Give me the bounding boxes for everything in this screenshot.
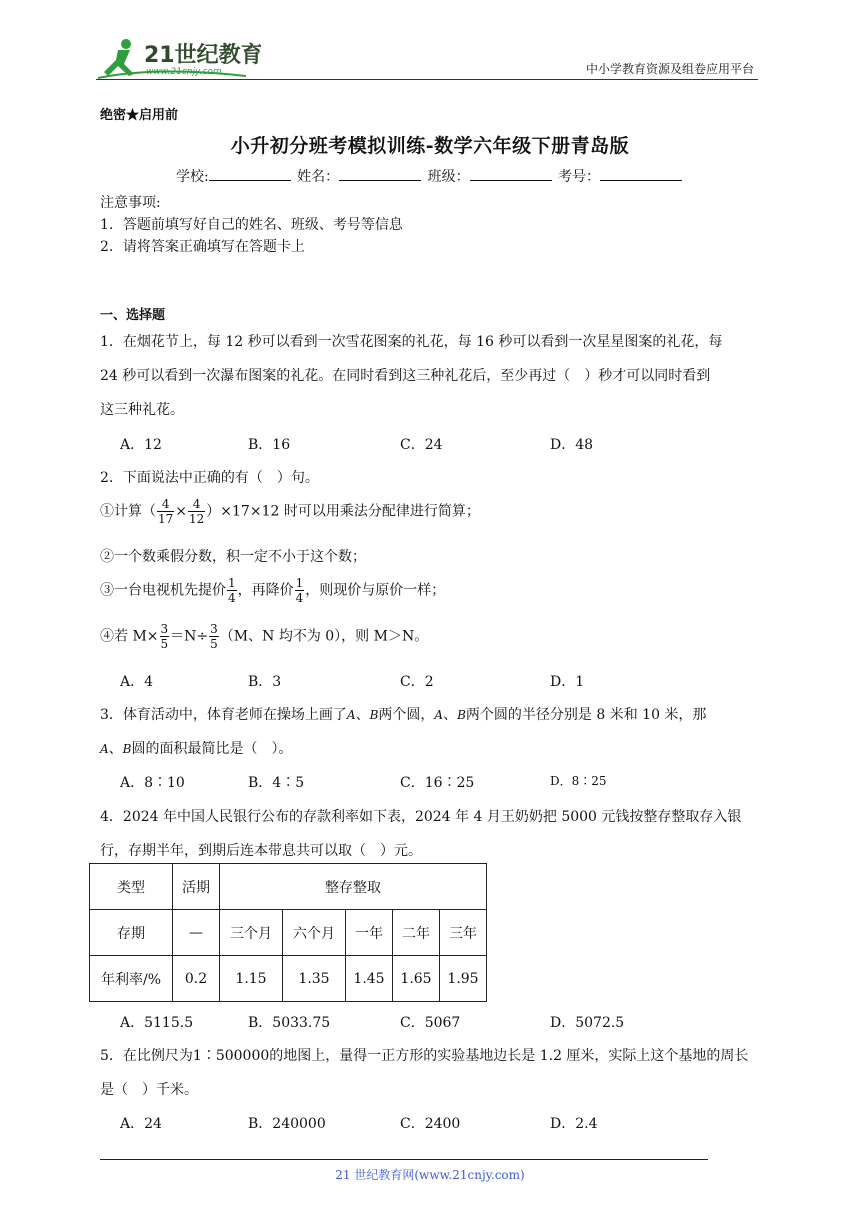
text: 圆的面积最简比是（ ）。 [131,741,293,757]
q1-line: 24 秒可以看到一次瀑布图案的礼花。在同时看到这三种礼花后，至少再过（ ）秒才可以同时看到 [100,368,711,384]
q3-option-c[interactable]: C．16∶25 [400,775,475,791]
exam-no-label: 考号： [558,169,601,185]
q5-option-a[interactable]: A．24 [120,1116,162,1132]
q1-option-b[interactable]: B．16 [248,437,291,453]
text: ＝N÷ [170,628,209,645]
q1-option-a[interactable]: A．12 [120,437,162,453]
q1-line: 1．在烟花节上，每 12 秒可以看到一次雪花图案的礼花，每 16 秒可以看到一次星星图案的礼花，每 [100,334,723,350]
notice-item: 2．请将答案正确填写在答题卡上 [100,239,305,255]
text: ）×17×12 时可以用乘法分配律进行简算； [206,503,480,520]
table-cell: 活期 [173,864,220,910]
secret-label: 绝密★启用前 [100,108,179,123]
school-label: 学校: [175,169,209,185]
table-cell: 年利率/% [90,956,173,1002]
q5-line: 是（ ）千米。 [100,1082,198,1098]
q2-option-a[interactable]: A．4 [120,674,154,690]
table-cell: 1.65 [393,956,440,1002]
table-row [90,956,487,1002]
q4-line: 4．2024 年中国人民银行公布的存款利率如下表，2024 年 4 月王奶奶把 5000 元钱按整存整取存入银 [100,809,742,825]
q3-option-b[interactable]: B．4∶5 [248,775,305,791]
var-a: A [434,708,444,722]
table-cell: 1.15 [220,956,283,1002]
section-title: 一、选择题 [100,308,166,323]
denominator: 17 [158,512,174,526]
text: 3．体育活动中，体育老师在操场上画了 [100,707,347,723]
q3-option-d[interactable]: D．8∶25 [550,774,607,788]
text: 、 [108,741,123,757]
q2-statement-1 [100,497,480,526]
q1-option-d[interactable]: D．48 [550,437,594,453]
notice-heading: 注意事项: [100,195,161,211]
notice-item: 1．答题前填写好自己的姓名、班级、考号等信息 [100,217,403,233]
table-cell: 二年 [393,910,440,956]
denominator: 4 [295,591,304,605]
student-info-line [0,166,860,186]
var-b: B [369,708,379,722]
text: 、 [443,707,458,723]
name-blank[interactable] [339,167,421,181]
site-logo [96,36,261,82]
interest-rate-table [89,863,487,1002]
numerator: 3 [160,622,169,636]
denominator: 12 [189,512,205,526]
footer-divider [100,1159,708,1160]
denominator: 5 [160,637,169,651]
q1-option-c[interactable]: C．24 [400,437,443,453]
table-cell: 1.35 [283,956,346,1002]
numerator: 3 [210,622,218,636]
table-cell: — [173,910,220,956]
q3-line [100,704,706,724]
table-cell: 六个月 [283,910,346,956]
q2-statement-4 [100,622,428,651]
q4-option-d[interactable]: D．5072.5 [550,1015,625,1031]
text: ，再降价 [237,582,294,599]
fraction [188,497,205,526]
class-blank[interactable] [470,167,552,181]
footer-link[interactable]: 21 世纪教育网(www.21cnjy.com) [335,1168,525,1182]
table-cell: 三个月 [220,910,283,956]
school-blank[interactable] [209,167,291,181]
q2-statement-2: ②一个数乘假分数，积一定不小于这个数； [100,549,366,565]
table-row [90,864,487,910]
fraction [227,576,237,605]
var-b: B [457,708,466,722]
text: ①计算（ [100,503,156,520]
numerator: 4 [157,497,174,512]
text: （M、N 均不为 0），则 M＞N。 [219,628,429,645]
numerator: 1 [295,576,304,590]
q2-option-c[interactable]: C．2 [400,674,434,690]
denominator: 4 [228,591,236,605]
q2-stem: 2．下面说法中正确的有（ ）句。 [100,470,319,486]
q3-line [100,738,293,758]
q2-option-b[interactable]: B．3 [248,674,282,690]
q5-option-c[interactable]: C．2400 [400,1116,461,1132]
q4-option-b[interactable]: B．5033.75 [248,1015,331,1031]
fraction [209,622,219,651]
times-sign: × [175,503,188,520]
q4-line: 行，存期半年，到期后连本带息共可以取（ ）元。 [100,843,422,859]
text: ③一台电视机先提价 [100,582,226,599]
exam-title: 小升初分班考模拟训练-数学六年级下册青岛版 [230,135,630,157]
q4-option-c[interactable]: C．5067 [400,1015,461,1031]
table-cell: 存期 [90,910,173,956]
numerator: 4 [188,497,205,512]
runner-logo-icon [96,36,261,82]
q5-option-d[interactable]: D．2.4 [550,1116,598,1132]
var-a: A [100,742,109,756]
table-cell: 整存整取 [220,864,487,910]
q5-line: 5．在比例尺为1∶500000的地图上，量得一正方形的实验基地边长是 1.2 厘米，实际上这个基地的周长 [100,1048,749,1064]
table-cell: 三年 [440,910,487,956]
text: ④若 M× [100,628,159,645]
var-a: A [346,708,356,722]
svg-text:21世纪教育: 21世纪教育 [144,43,261,68]
text: 两个圆的半径分别是 8 米和 10 米，那 [465,707,707,723]
table-cell: 类型 [90,864,173,910]
numerator: 1 [228,576,236,590]
text: ，则现价与原价一样； [305,582,446,599]
text: 、 [355,707,370,723]
table-cell: 1.45 [346,956,393,1002]
table-cell: 一年 [346,910,393,956]
fraction [157,497,174,526]
q4-option-a[interactable]: A．5115.5 [120,1015,194,1031]
q1-line: 这三种礼花。 [100,402,184,418]
svg-text:www.21cnjy.com: www.21cnjy.com [146,67,222,77]
table-row [90,910,487,956]
q2-option-d[interactable]: D．1 [550,674,585,690]
q3-option-a[interactable]: A．8∶10 [120,775,185,791]
table-cell: 1.95 [440,956,487,1002]
platform-name: 中小学教育资源及组卷应用平台 [585,62,754,76]
q2-statement-3 [100,576,445,605]
class-label: 班级： [427,169,470,185]
header-divider [96,79,758,80]
q5-option-b[interactable]: B．240000 [248,1116,326,1132]
table-cell: 0.2 [173,956,220,1002]
denominator: 5 [210,637,218,651]
name-label: 姓名： [297,169,340,185]
var-b: B [122,742,132,756]
fraction [160,622,170,651]
exam-no-blank[interactable] [600,167,682,181]
fraction [295,576,305,605]
text: 两个圆， [378,707,435,723]
